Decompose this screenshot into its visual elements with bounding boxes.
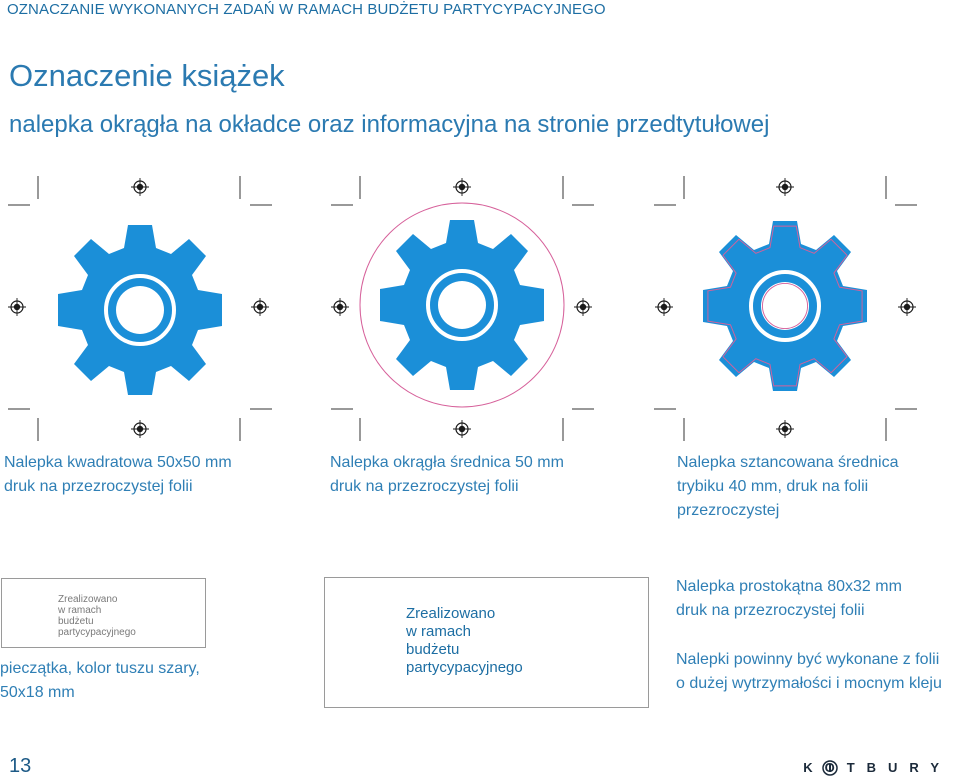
stamp-small-box: [1, 578, 206, 648]
sticker-round-artwork: [331, 176, 594, 441]
sticker-diecut-artwork: [654, 176, 917, 441]
page-subtitle: nalepka okrągła na okładce oraz informacyjna na stronie przedtytułowej: [9, 111, 770, 138]
stamp-large-box: [324, 577, 649, 708]
stamp-small-text: Zrealizowano w ramach budżetu partycypacyjnego: [58, 594, 136, 638]
caption-stamp: pieczątka, kolor tuszu szary, 50x18 mm: [0, 660, 200, 701]
page-number: 13: [9, 755, 32, 777]
caption-rect-sticker: Nalepka prostokątna 80x32 mm druk na przezroczystej folii: [676, 578, 902, 619]
brand-name: KOTBURY: [803, 760, 951, 775]
caption-diecut-sticker: Nalepka sztancowana średnica trybiku 40 mm, druk na folii przezroczystej: [677, 454, 899, 519]
sticker-square-artwork: [8, 176, 272, 441]
page-title: Oznaczenie książek: [9, 58, 285, 93]
caption-square-sticker: Nalepka kwadratowa 50x50 mm druk na przezroczystej folii: [4, 454, 232, 495]
caption-rect-notes: Nalepki powinny być wykonane z folii o dużej wytrzymałości i mocnym kleju: [676, 651, 942, 692]
document-header: OZNACZANIE WYKONANYCH ZADAŃ W RAMACH BUDŻETU PARTYCYPACYJNEGO: [7, 1, 606, 18]
caption-round-sticker: Nalepka okrągła średnica 50 mm druk na przezroczystej folii: [330, 454, 564, 495]
stamp-large-text: Zrealizowano w ramach budżetu partycypacyjnego: [406, 605, 523, 676]
